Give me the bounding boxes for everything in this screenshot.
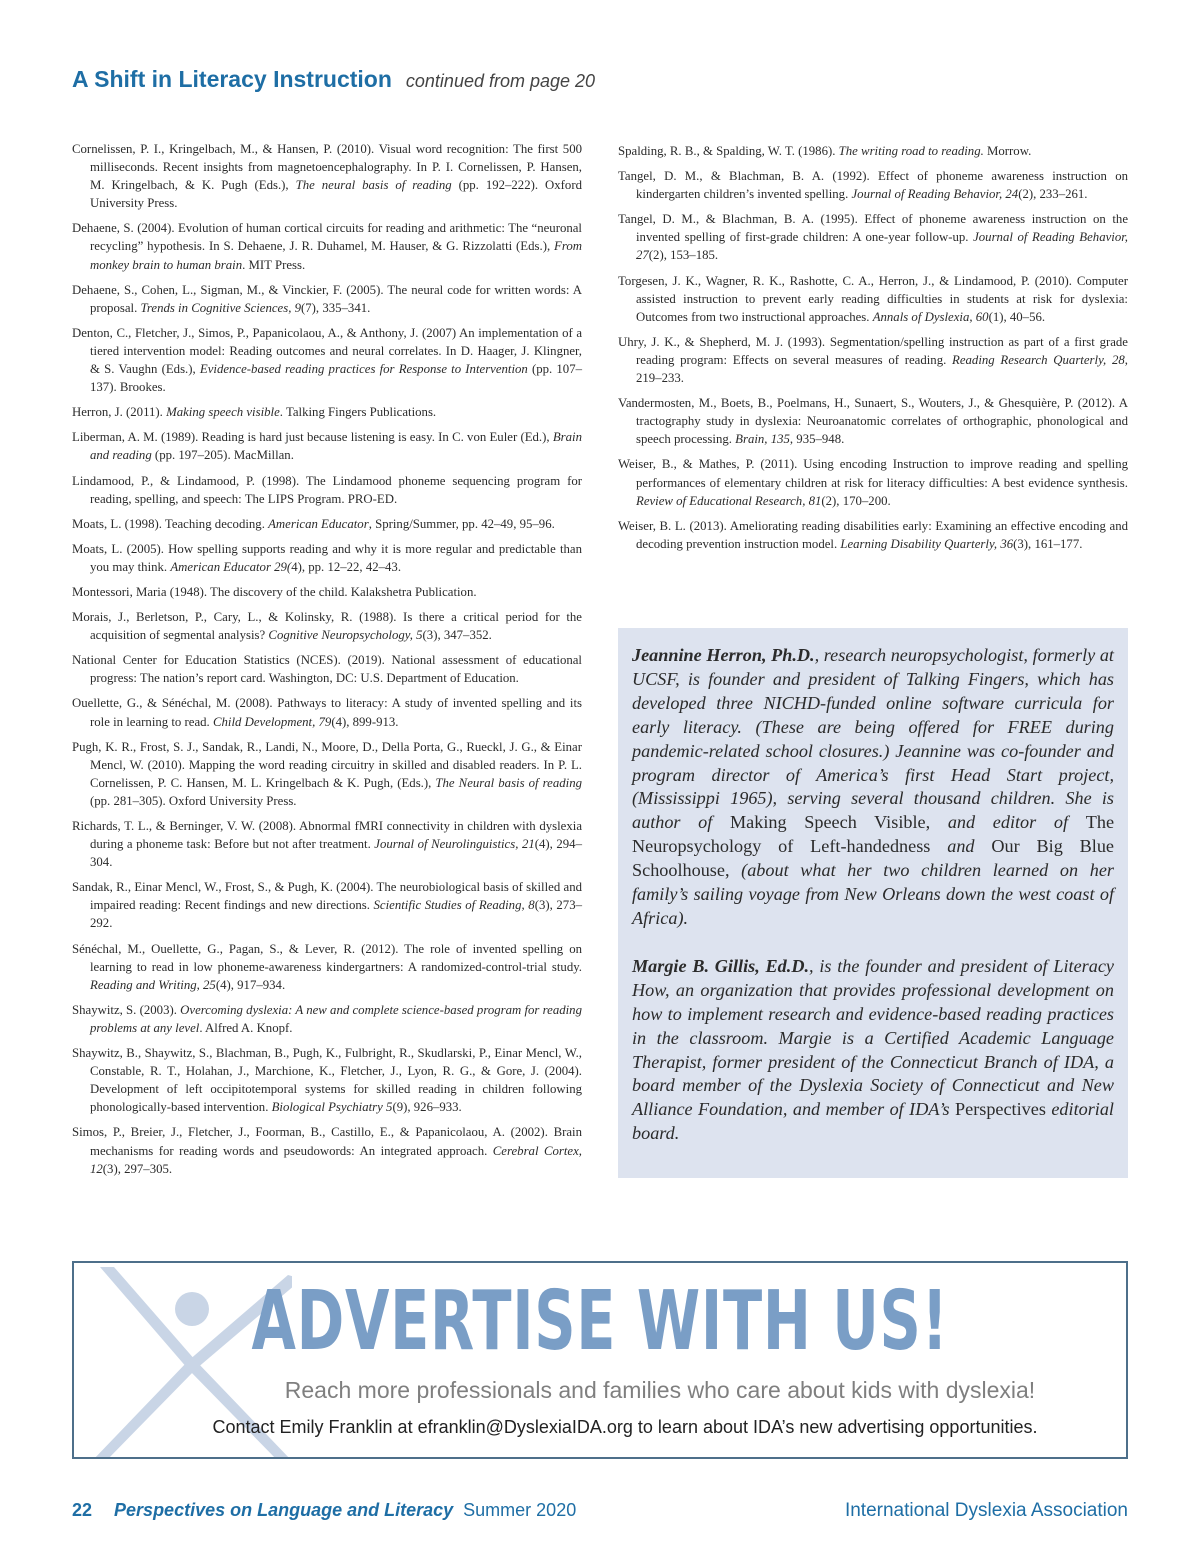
reference-entry: Pugh, K. R., Frost, S. J., Sandak, R., Landi, N., Moore, D., Della Porta, G., Rueckl, J. G., & Einar Mencl, W. (2010). Mapping the word reading circuitry in skilled and disabled readers. In P. L. Cornelissen, P. C. Hansen, M. L. Kringelbach & K. Pugh, (Eds.), The Neural basis of reading (pp. 281–305). Oxford University Press. (72, 739, 583, 808)
reference-entry: Vandermosten, M., Boets, B., Poelmans, H., Sunaert, S., Wouters, J., & Ghesquière, P. (2012). A tractography study in dyslexia: Neuroanatomic correlates of orthographic, phonological and speech processing. Brain, 135, 935–948. (618, 396, 1128, 447)
journal-title: Perspectives (955, 1099, 1046, 1120)
reference-entry: Lindamood, P., & Lindamood, P. (1998). The Lindamood phoneme sequencing program for reading, spelling, and speech: The LIPS Program. PRO-ED. (72, 473, 582, 506)
issue-label: Summer 2020 (463, 1500, 577, 1520)
page-number: 22 (72, 1500, 93, 1520)
reference-entry: Shaywitz, B., Shaywitz, S., Blachman, B., Pugh, K., Fulbright, R., Skudlarski, P., Einar Mencl, W., Constable, R. T., Holahan, J., Marchione, K., Fletcher, J., Lyon, R. G., & Gore, J. (2004). Development of left occipitotemporal systems for skilled reading in children following phonologically-based intervention. Biological Psychiatry 5(9), 926–933. (72, 1046, 582, 1115)
reference-entry: National Center for Education Statistics (NCES). (2019). National assessment of educational progress: The nation’s report card. Washington, DC: U.S. Department of Education. (72, 653, 582, 686)
reference-entry: Denton, C., Fletcher, J., Simos, P., Papanicolaou, A., & Anthony, J. (2007) An implementation of a tiered intervention model: Reading outcomes and neural correlates. In D. Haager, J. Klingner, & S. Vaughn (Eds.), Evidence-based reading practices for Response to Intervention (pp. 107–137). Brookes. (72, 325, 583, 395)
reference-entry: Morais, J., Berletson, P., Cary, L., & Kolinsky, R. (1988). Is there a critical period for the acquisition of segmental analysis? Cognitive Neuropsychology, 5(3), 347–352. (72, 610, 582, 643)
reference-entry: Shaywitz, S. (2003). Overcoming dyslexia: A new and complete science-based program for reading problems at any level. Alfred A. Knopf. (72, 1002, 582, 1035)
reference-entry: Montessori, Maria (1948). The discovery of the child. Kalakshetra Publication. (72, 584, 477, 599)
article-title: A Shift in Literacy Instruction (72, 66, 392, 92)
reference-entry: Uhry, J. K., & Shepherd, M. J. (1993). Segmentation/spelling instruction as part of a first grade reading program: Effects on several measures of reading. Reading Research Quarterly, 28, 219–233. (618, 334, 1128, 386)
reference-entry: Tangel, D. M., & Blachman, B. A. (1995). Effect of phoneme awareness instruction on the invented spelling of first-grade children: A one-year follow-up. Journal of Reading Behavior, 27(2), 153–185. (618, 212, 1128, 263)
reference-entry: Tangel, D. M., & Blachman, B. A. (1992). Effect of phoneme awareness instruction on kindergarten children’s invented spelling. Journal of Reading Behavior, 24(2), 233–261. (618, 169, 1128, 202)
author-bio-box (618, 628, 1128, 1178)
bio-name: Margie B. Gillis, Ed.D. (632, 955, 810, 976)
bio-gillis: Margie B. Gillis, Ed.D., is the founder and president of Literacy How, an organization that provides professional development on how to implement research and evidence-based reading practices in the classroom. Margie is a Certified Academic Language Therapist, former president of the Connecticut Branch of IDA, a board member of the Dyslexia Society of Connecticut and New Alliance Foundation, and member of IDA’s Perspectives editorial board. (632, 955, 1114, 1144)
reference-entry: Simos, P., Breier, J., Fletcher, J., Foorman, B., Castillo, E., & Papanicolaou, A. (2002). Brain mechanisms for reading words and pseudowords: An integrated approach. Cerebral Cortex, 12(3), 297–305. (72, 1125, 582, 1176)
reference-entry: Weiser, B., & Mathes, P. (2011). Using encoding Instruction to improve reading and spelling performances of elementary children at risk for literacy difficulties: A best evidence synthesis. Review of Educational Research, 81(2), 170–200. (618, 457, 1128, 508)
bio-herron: Jeannine Herron, Ph.D., research neuropsychologist, formerly at UCSF, is founder and president of Talking Fingers, which has developed three NICHD-funded online software curricula for early literacy. (These are being offered for FREE during pandemic-related school closures.) Jeannine was co-founder and program director of America’s first Head Start project, (Mississippi 1965), serving several thousand children. She is author of Making Speech Visible, and editor of The Neuropsychology of Left-handedness and Our Big Blue Schoolhouse, (about what her two children learned on her family’s sailing voyage from New Orleans down the west coast of Africa). (632, 645, 1115, 928)
reference-entry: Spalding, R. B., & Spalding, W. T. (1986). The writing road to reading. Morrow. (618, 144, 1032, 158)
book-title: The Neuropsychology of Left-handedness (632, 812, 1115, 857)
reference-entry: Sandak, R., Einar Mencl, W., Frost, S., & Pugh, K. (2004). The neurobiological basis of skilled and impaired reading: Recent findings and new directions. Scientific Studies of Reading, 8(3), 273–292. (72, 880, 582, 931)
references-left-column (72, 140, 582, 1185)
reference-entry: Torgesen, J. K., Wagner, R. K., Rashotte, C. A., Herron, J., & Lindamood, P. (2010). Computer assisted instruction to prevent early reading difficulties in students at risk for dyslexia: Outcomes from two instructional approaches. Annals of Dyslexia, 60(1), 40–56. (618, 273, 1128, 324)
reference-entry: Moats, L. (1998). Teaching decoding. American Educator, Spring/Summer, pp. 42–49, 95–96. (72, 516, 555, 531)
reference-entry: Dehaene, S., Cohen, L., Sigman, M., & Vinckier, F. (2005). The neural code for written words: A proposal. Trends in Cognitive Sciences, 9(7), 335–341. (72, 282, 582, 315)
continued-note: continued from page 20 (405, 71, 596, 91)
ad-subline: Reach more professionals and families who care about kids with dyslexia! (284, 1377, 1036, 1403)
book-title: Making Speech Visible, (730, 812, 931, 833)
page-footer (72, 1500, 1128, 1526)
bio-name: Jeannine Herron, Ph.D. (632, 645, 815, 665)
reference-entry: Richards, T. L., & Berninger, V. W. (2008). Abnormal fMRI connectivity in children with dyslexia during a phoneme task: Before but not after treatment. Journal of Neurolinguistics, 21(4), 294–304. (72, 819, 582, 870)
advertise-banner (72, 1261, 1128, 1459)
reference-entry: Liberman, A. M. (1989). Reading is hard just because listening is easy. In C. von Euler (Ed.), Brain and reading (pp. 197–205). MacMillan. (72, 430, 582, 463)
article-header (72, 66, 595, 93)
reference-entry: Ouellette, G., & Sénéchal, M. (2008). Pathways to literacy: A study of invented spelling and its role in learning to read. Child Development, 79(4), 899-913. (72, 696, 582, 729)
reference-entry: Moats, L. (2005). How spelling supports reading and why it is more regular and predictable than you may think. American Educator 29(4), pp. 12–22, 42–43. (72, 541, 582, 574)
ad-contact: Contact Emily Franklin at efranklin@DyslexiaIDA.org to learn about IDA’s new advertising opportunities. (212, 1417, 1038, 1437)
ad-headline: ADVERTISE WITH US! (251, 1274, 949, 1369)
organization-name: International Dyslexia Association (844, 1500, 1128, 1521)
book-title: Our Big Blue Schoolhouse, (632, 836, 1115, 881)
references-right-column (618, 142, 1128, 560)
journal-name: Perspectives on Language and Literacy (114, 1500, 454, 1520)
reference-entry: Cornelissen, P. I., Kringelbach, M., & Hansen, P. (2010). Visual word recognition: The first 500 milliseconds. Recent insights from magnetoencephalography. In P. I. Cornelissen, P. Hansen, M. Kringelbach, & K. Pugh (Eds.), The neural basis of reading (pp. 192–222). Oxford University Press. (72, 142, 582, 211)
reference-entry: Dehaene, S. (2004). Evolution of human cortical circuits for reading and arithmetic: The “neuronal recycling” hypothesis. In S. Dehaene, J. R. Duhamel, M. Hauser, & G. Rizzolatti (Eds.), From monkey brain to human brain. MIT Press. (72, 221, 582, 272)
reference-entry: Sénéchal, M., Ouellette, G., Pagan, S., & Lever, R. (2012). The role of invented spelling on learning to read in low phoneme-awareness kindergartners: A randomized-control-trial study. Reading and Writing, 25(4), 917–934. (72, 941, 582, 992)
reference-entry: Herron, J. (2011). Making speech visible. Talking Fingers Publications. (72, 405, 437, 420)
reference-entry: Weiser, B. L. (2013). Ameliorating reading disabilities early: Examining an effective encoding and decoding prevention instruction model. Learning Disability Quarterly, 36(3), 161–177. (618, 518, 1128, 551)
